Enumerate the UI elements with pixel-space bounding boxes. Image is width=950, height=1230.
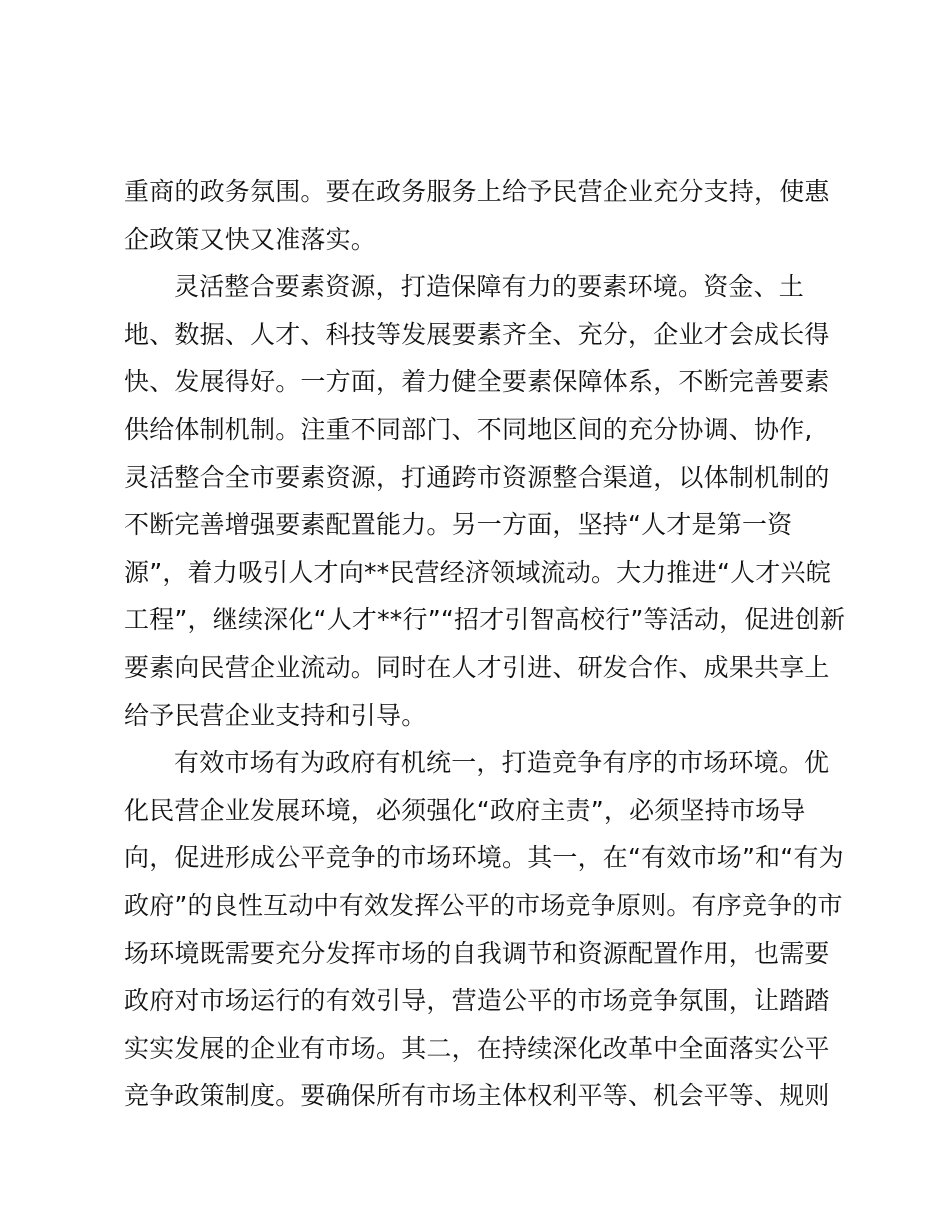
text-line: 场环境既需要充分发挥市场的自我调节和资源配置作用，也需要 [124, 938, 830, 968]
text-line: 快、发展得好。一方面，着力健全要素保障体系，不断完善要素 [124, 367, 830, 397]
text-line: 企政策又快又准落实。 [124, 224, 377, 254]
document-body [124, 168, 844, 1120]
text-line: 灵活整合全市要素资源，打通跨市资源整合渠道，以体制机制的 [124, 462, 830, 492]
text-line: 供给体制机制。注重不同部门、不同地区间的充分协调、协作, [124, 414, 813, 444]
text-line: 工程”，继续深化“人才**行”“招才引智高校行”等活动，促进创新 [124, 605, 846, 635]
text-line: 化民营企业发展环境，必须强化“政府主责”，必须坚持市场导 [124, 795, 806, 825]
text-line: 给予民营企业支持和引导。 [124, 700, 427, 730]
text-line: 政府对市场运行的有效引导，营造公平的市场竞争氛围，让踏踏 [124, 986, 830, 1016]
text-line: 重商的政务氛围。要在政务服务上给予民营企业充分支持，使惠 [124, 177, 830, 206]
text-line: 向，促进形成公平竞争的市场环境。其一，在“有效市场”和“有为 [124, 843, 844, 873]
text-line: 地、数据、人才、科技等发展要素齐全、充分，企业才会成长得 [124, 319, 830, 349]
text-line: 有效市场有为政府有机统一，打造竞争有序的市场环境。优 [174, 748, 830, 778]
text-line: 源”，着力吸引人才向**民营经济领域流动。大力推进“人才兴皖 [124, 557, 831, 587]
text-line: 灵活整合要素资源，打造保障有力的要素环境。资金、土 [174, 272, 805, 302]
text-line: 实实发展的企业有市场。其二，在持续深化改革中全面落实公平 [124, 1033, 830, 1063]
text-line: 政府”的良性互动中有效发挥公平的市场竞争原则。有序竞争的市 [124, 890, 843, 920]
text-line: 不断完善增强要素配置能力。另一方面，坚持“人才是第一资 [124, 510, 793, 540]
text-line: 竞争政策制度。要确保所有市场主体权利平等、机会平等、规则 [124, 1081, 830, 1111]
text-line: 要素向民营企业流动。同时在人才引进、研发合作、成果共享上 [124, 652, 830, 682]
